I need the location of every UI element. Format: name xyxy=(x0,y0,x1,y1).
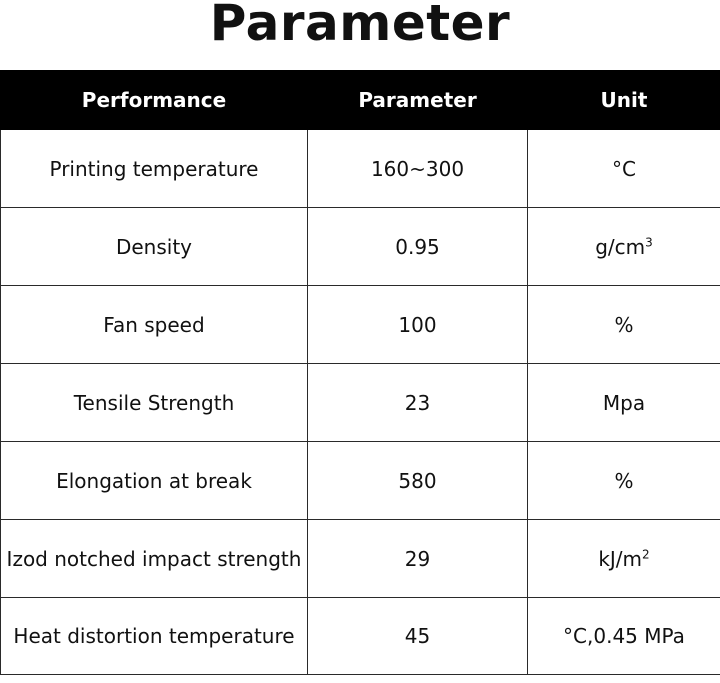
table-row xyxy=(1,286,720,364)
performance-cell: Elongation at break xyxy=(1,442,308,520)
performance-cell: Fan speed xyxy=(1,286,308,364)
unit-text: % xyxy=(614,468,634,493)
table-row xyxy=(1,598,720,675)
table-row xyxy=(1,520,720,598)
unit-text: kJ/m xyxy=(598,546,643,571)
performance-cell: Heat distortion temperature xyxy=(1,598,308,675)
unit-cell xyxy=(528,520,720,598)
performance-cell: Density xyxy=(1,208,308,286)
page-title: Parameter xyxy=(209,0,511,52)
performance-cell: Printing temperature xyxy=(1,130,308,208)
unit-text: °C xyxy=(612,156,636,181)
column-header-unit: Unit xyxy=(528,71,720,130)
column-header-parameter: Parameter xyxy=(308,71,528,130)
parameter-table xyxy=(0,70,720,675)
unit-text: g/cm xyxy=(595,234,646,259)
performance-cell: Izod notched impact strength xyxy=(1,520,308,598)
unit-superscript: 2 xyxy=(642,546,650,561)
table-header-row xyxy=(1,71,720,130)
unit-cell xyxy=(528,130,720,208)
parameter-cell: 0.95 xyxy=(308,208,528,286)
table-row xyxy=(1,364,720,442)
parameter-cell: 29 xyxy=(308,520,528,598)
column-header-performance: Performance xyxy=(1,71,308,130)
parameter-cell: 580 xyxy=(308,442,528,520)
parameter-cell: 45 xyxy=(308,598,528,675)
unit-text: Mpa xyxy=(602,390,646,415)
parameter-cell: 23 xyxy=(308,364,528,442)
table-row xyxy=(1,442,720,520)
table-row xyxy=(1,208,720,286)
parameter-cell: 100 xyxy=(308,286,528,364)
table-row xyxy=(1,130,720,208)
parameter-cell: 160~300 xyxy=(308,130,528,208)
unit-superscript: 3 xyxy=(645,234,653,249)
performance-cell: Tensile Strength xyxy=(1,364,308,442)
unit-cell xyxy=(528,442,720,520)
unit-cell xyxy=(528,364,720,442)
unit-text: % xyxy=(614,312,634,337)
unit-cell xyxy=(528,286,720,364)
unit-cell xyxy=(528,598,720,675)
unit-cell xyxy=(528,208,720,286)
unit-text: °C,0.45 MPa xyxy=(563,624,685,648)
